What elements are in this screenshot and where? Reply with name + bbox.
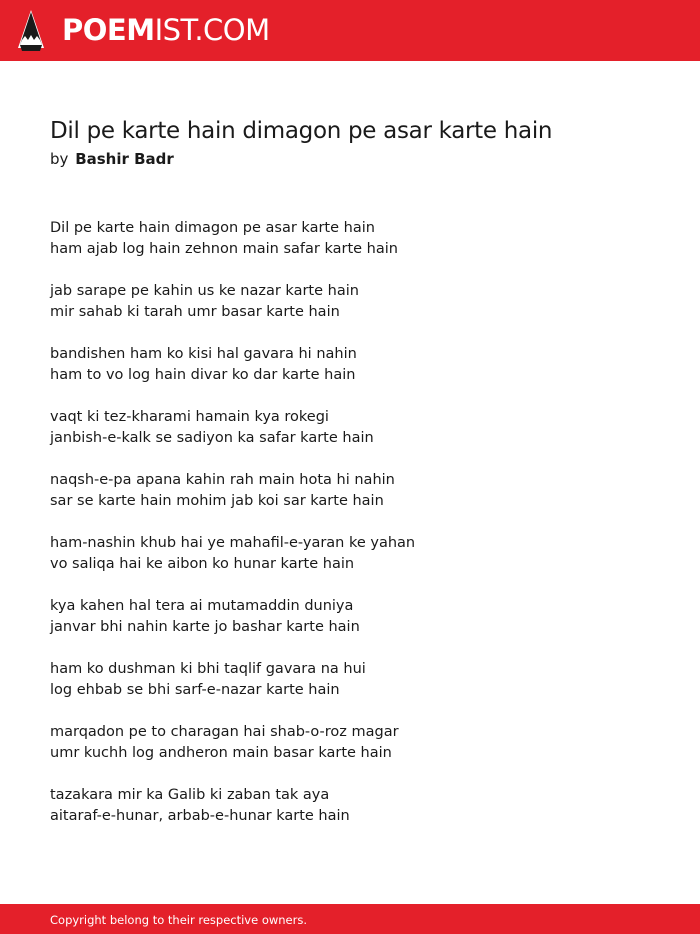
poem-line: janbish-e-kalk se sadiyon ka safar karte hain <box>50 430 374 446</box>
site-header <box>0 0 700 61</box>
poem-line: naqsh-e-pa apana kahin rah main hota hi nahin <box>50 472 395 488</box>
byline <box>50 149 174 169</box>
poem-line: umr kuchh log andheron main basar karte hain <box>50 745 392 761</box>
poem-line: kya kahen hal tera ai mutamaddin duniya <box>50 598 354 614</box>
stanza <box>50 344 650 386</box>
poem-line: vo saliqa hai ke aibon ko hunar karte hain <box>50 556 355 572</box>
poem-line: jab sarape pe kahin us ke nazar karte hain <box>50 283 359 299</box>
poem-line: mir sahab ki tarah umr basar karte hain <box>50 304 340 320</box>
stanza <box>50 785 650 827</box>
stanza <box>50 407 650 449</box>
poem-line: ham to vo log hain divar ko dar karte hain <box>50 367 356 383</box>
stanza <box>50 470 650 512</box>
logo-text-bold: POEM <box>62 13 155 47</box>
poem-line: log ehbab se bhi sarf-e-nazar karte hain <box>50 682 340 698</box>
copyright-notice: Copyright belong to their respective owners. <box>50 913 308 927</box>
stanza <box>50 659 650 701</box>
author-name: Bashir Badr <box>75 150 174 168</box>
poem-line: ham ajab log hain zehnon main safar karte hain <box>50 241 398 257</box>
poem-line: ham-nashin khub hai ye mahafil-e-yaran ke yahan <box>50 535 416 551</box>
by-label: by <box>50 150 69 168</box>
poem-line: ham ko dushman ki bhi taqlif gavara na hui <box>50 661 366 677</box>
poem-line: vaqt ki tez-kharami hamain kya rokegi <box>50 409 329 425</box>
poem-title: Dil pe karte hain dimagon pe asar karte hain <box>50 118 553 144</box>
site-footer <box>0 904 700 934</box>
poem-body <box>50 218 650 848</box>
poem-line: sar se karte hain mohim jab koi sar karte hain <box>50 493 384 509</box>
poem-line: Dil pe karte hain dimagon pe asar karte hain <box>50 220 375 236</box>
stanza <box>50 596 650 638</box>
stanza <box>50 281 650 323</box>
stanza <box>50 218 650 260</box>
poem-line: aitaraf-e-hunar, arbab-e-hunar karte hain <box>50 808 350 824</box>
poem-line: tazakara mir ka Galib ki zaban tak aya <box>50 787 330 803</box>
logo-text-light: IST.COM <box>154 13 270 47</box>
poem-line: marqadon pe to charagan hai shab-o-roz magar <box>50 724 399 740</box>
poem-line: janvar bhi nahin karte jo bashar karte hain <box>50 619 360 635</box>
stanza <box>50 533 650 575</box>
stanza <box>50 722 650 764</box>
pencil-tip-icon <box>18 10 44 52</box>
site-logo[interactable] <box>62 12 270 48</box>
poem-line: bandishen ham ko kisi hal gavara hi nahin <box>50 346 357 362</box>
